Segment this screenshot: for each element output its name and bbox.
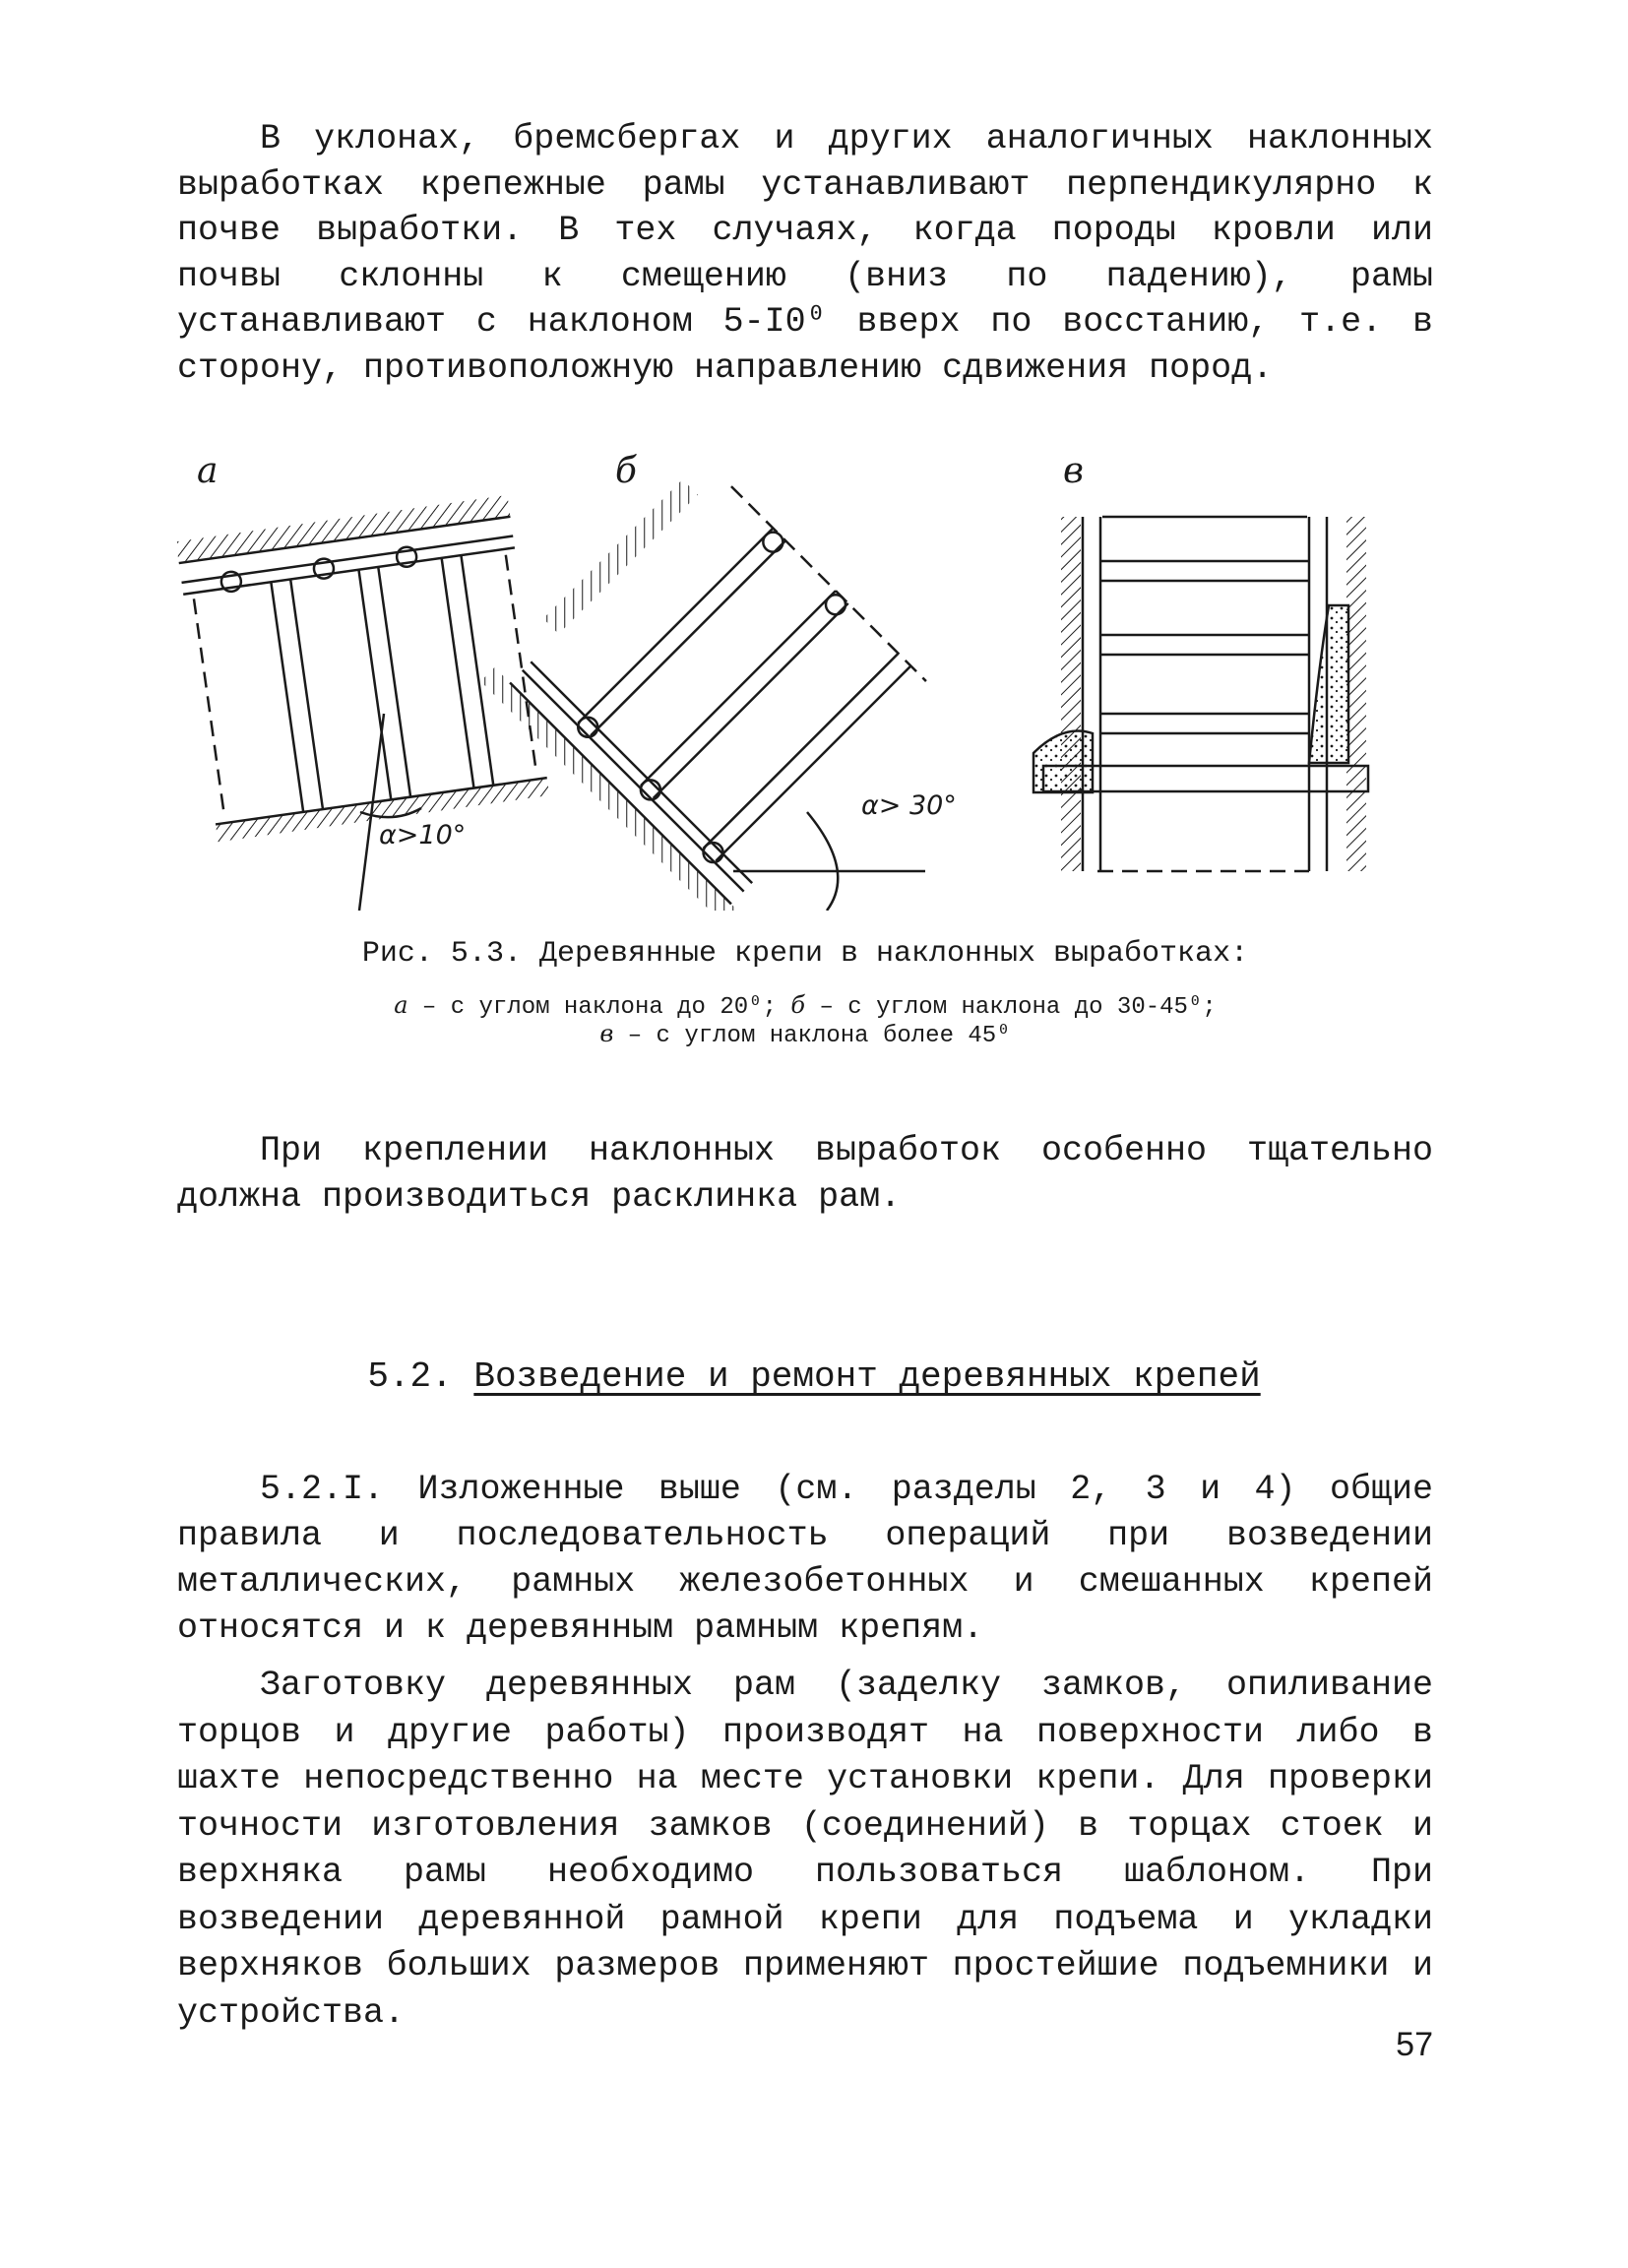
- paragraph-inclined-frames: В уклонах, бремсбергах и других аналогичных наклонных выработках крепежные рамы устанавливают перпендикулярно к почве выработки. В тех случаях, когда породы кровли или почвы склонны к смещению (вниз по падению), рамы устанавливают с наклоном 5-I0⁰ вверх по восстанию, т.е. в сторону, противоположную направлению сдвижения пород.: [177, 119, 1433, 388]
- figure-caption-title: Рис. 5.3. Деревянные крепи в наклонных выработках:: [361, 937, 1249, 971]
- angle-label-a: α>10°: [379, 820, 467, 850]
- figure-caption-legend: а – с углом наклона до 20⁰; б – с углом наклона до 30-45⁰; в – с углом наклона более 45⁰: [394, 991, 1217, 1049]
- label-b: б: [615, 451, 637, 491]
- section-number: 5.2.: [367, 1356, 453, 1397]
- angle-label-b: α> 30°: [861, 790, 957, 821]
- section-title: Возведение и ремонт деревянных крепей: [473, 1356, 1261, 1397]
- page-number: 57: [1396, 2026, 1433, 2063]
- label-c: в: [1063, 451, 1084, 491]
- paragraph-5-2-1: 5.2.I. Изложенные выше (см. разделы 2, 3 и 4) общие правила и последовательность операций при возведении металлических, рамных железобетонных и смешанных крепей относятся и к деревянным рамным крепям.: [177, 1470, 1433, 1648]
- paragraph-frame-preparation: Заготовку деревянных рам (заделку замков, опиливание торцов и другие работы) производят на поверхности либо в шахте непосредственно на месте установки крепи. Для проверки точности изготовления замков (соединений) в торцах стоек и верхняка рамы необходимо пользоваться шаблоном. При возведении деревянной рамной крепи для подъема и укладки верхняков больших размеров применяют простейшие подъемники и устройства.: [177, 1666, 1433, 2033]
- paragraph-wedging: При креплении наклонных выработок особенно тщательно должна производиться расклинка рам.: [177, 1131, 1433, 1217]
- drawing-c: [1033, 451, 1368, 871]
- figure-5-3: [177, 438, 1457, 911]
- section-heading: [0, 1356, 1628, 1397]
- drawing-b: [480, 451, 957, 911]
- label-a: а: [197, 451, 219, 491]
- timber-support-drawings: [177, 438, 1457, 911]
